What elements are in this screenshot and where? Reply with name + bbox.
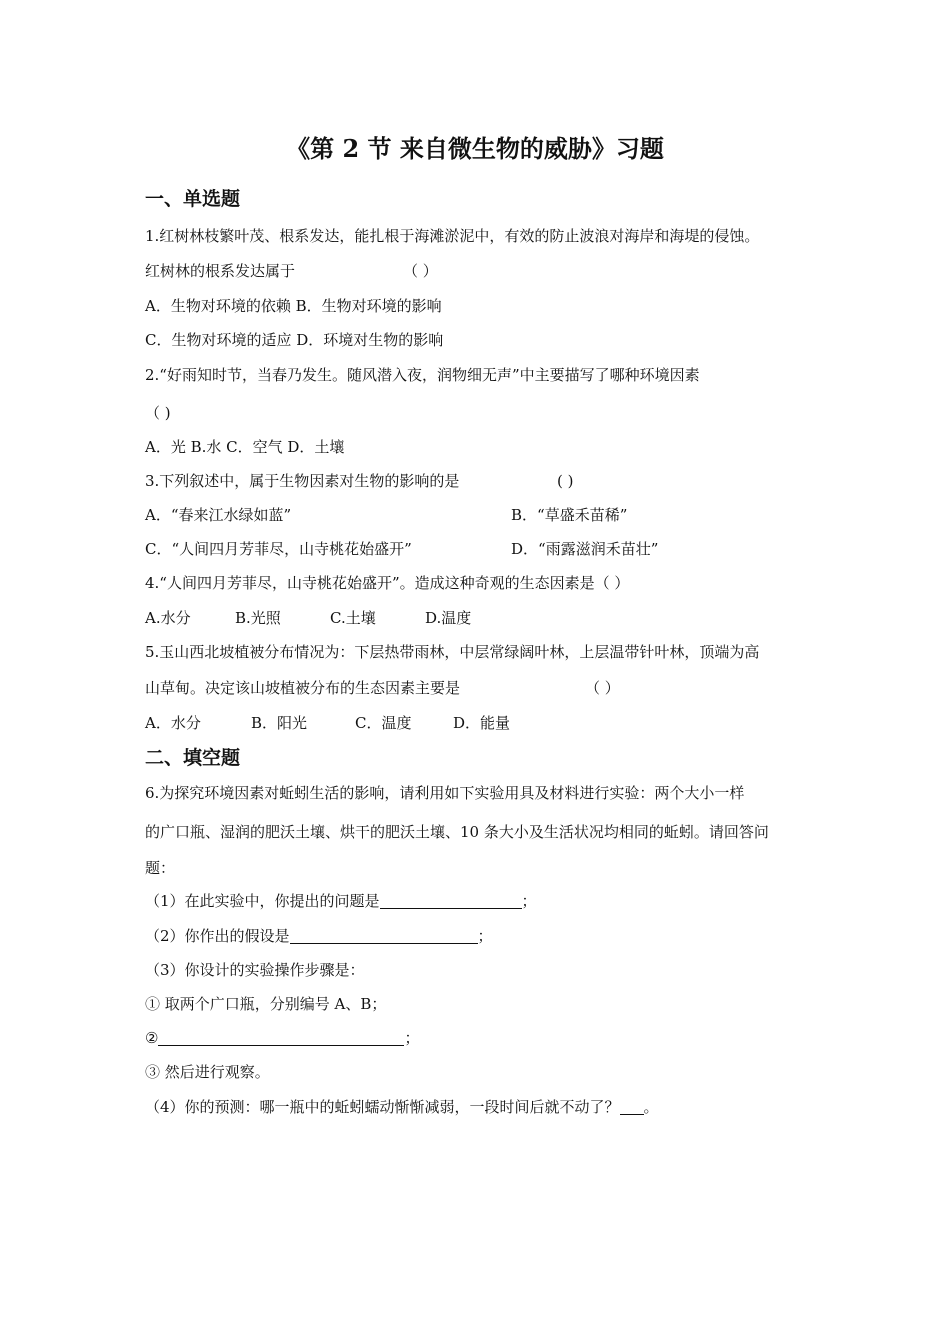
q4-option-d: D.温度 <box>425 609 472 627</box>
q6-sub2-answer-blank[interactable] <box>290 925 478 944</box>
section-heading-single-choice: 一、单选题 <box>145 188 241 210</box>
q3-stem: 3.下列叙述中，属于生物因素对生物的影响的是 <box>145 472 460 490</box>
q3-answer-paren: ( ) <box>557 472 574 490</box>
q1-options-row2: C．生物对环境的适应 D．环境对生物的影响 <box>145 331 444 349</box>
q6-sub4 <box>145 1096 659 1118</box>
q1-stem-line1: 1.红树林枝繁叶茂、根系发达，能扎根于海滩淤泥中，有效的防止波浪对海岸和海堤的侵蚀。 <box>145 227 760 245</box>
q3-option-b: B．“草盛禾苗稀” <box>511 506 628 524</box>
q6-sub2 <box>145 925 493 947</box>
q5-option-a: A．水分 <box>145 714 201 732</box>
q6-sub2-text: （2）你作出的假设是 <box>145 927 290 945</box>
q1-options-row1: A．生物对环境的依赖 B．生物对环境的影响 <box>145 297 442 315</box>
q1-answer-paren: （ ） <box>403 262 438 280</box>
q6-step2-end: ； <box>404 1029 420 1047</box>
q6-sub2-end: ； <box>477 927 493 945</box>
q3-stem-row <box>145 470 805 492</box>
page-title: 《第 2 节 来自微生物的威胁》习题 <box>286 134 664 163</box>
q6-stem-line1: 6.为探究环境因素对蚯蚓生活的影响，请利用如下实验用具及材料进行实验：两个大小一样 <box>145 784 745 802</box>
q3-option-d: D．“雨露滋润禾苗壮” <box>511 540 659 558</box>
q6-sub3: （3）你设计的实验操作步骤是： <box>145 961 365 979</box>
q5-options <box>145 712 805 734</box>
q4-stem: 4.“人间四月芳菲尽，山寺桃花始盛开”。造成这种奇观的生态因素是（ ） <box>145 574 630 592</box>
q2-stem-line1: 2.“好雨知时节，当春乃发生。随风潜入夜，润物细无声”中主要描写了哪种环境因素 <box>145 366 700 384</box>
q6-step3: ③ 然后进行观察。 <box>145 1063 270 1081</box>
q5-option-d: D．能量 <box>453 714 511 732</box>
q5-option-b: B．阳光 <box>251 714 308 732</box>
q1-stem-line2-row <box>145 260 805 282</box>
q6-sub1 <box>145 890 537 912</box>
q4-option-b: B.光照 <box>235 609 281 627</box>
q5-stem-line2: 山草甸。决定该山坡植被分布的生态因素主要是 <box>145 679 461 697</box>
section-heading-fill-blank: 二、填空题 <box>145 747 241 769</box>
q3-option-c: C．“人间四月芳菲尽，山寺桃花始盛开” <box>145 540 412 558</box>
q6-step1: ① 取两个广口瓶，分别编号 A、B； <box>145 995 387 1013</box>
q4-option-c: C.土壤 <box>330 609 376 627</box>
q3-options-row2 <box>145 538 805 560</box>
q6-sub1-answer-blank[interactable] <box>380 890 522 909</box>
q2-stem-line2: （ ) <box>145 404 171 422</box>
q2-options: A．光 B.水 C．空气 D．土壤 <box>145 438 345 456</box>
q4-options <box>145 607 805 629</box>
q6-stem-line2: 的广口瓶、湿润的肥沃土壤、烘干的肥沃土壤、10 条大小及生活状况均相同的蚯蚓。请回答问 <box>145 823 769 841</box>
q4-option-a: A.水分 <box>145 609 191 627</box>
q6-sub1-end: ； <box>521 892 537 910</box>
q5-answer-paren: （ ） <box>585 679 620 697</box>
q6-sub1-text: （1）在此实验中，你提出的问题是 <box>145 892 380 910</box>
q3-option-a: A．“春来江水绿如蓝” <box>145 506 292 524</box>
q3-options-row1 <box>145 504 805 526</box>
q5-stem-line2-row <box>145 677 805 699</box>
q6-sub4-answer-blank[interactable] <box>620 1096 644 1115</box>
q5-option-c: C．温度 <box>355 714 412 732</box>
q6-sub4-end: 。 <box>643 1098 659 1116</box>
q6-step2-number: ② <box>145 1029 159 1047</box>
q6-step2 <box>145 1027 419 1049</box>
q6-sub4-text: （4）你的预测：哪一瓶中的蚯蚓蠕动惭惭减弱，一段时间后就不动了？ <box>145 1098 620 1116</box>
q5-stem-line1: 5.玉山西北坡植被分布情况为：下层热带雨林，中层常绿阔叶林，上层温带针叶林，顶端为高 <box>145 643 760 661</box>
q1-stem-line2: 红树林的根系发达属于 <box>145 262 296 280</box>
q6-step2-answer-blank[interactable] <box>158 1027 404 1046</box>
q6-stem-line3: 题： <box>145 859 176 877</box>
